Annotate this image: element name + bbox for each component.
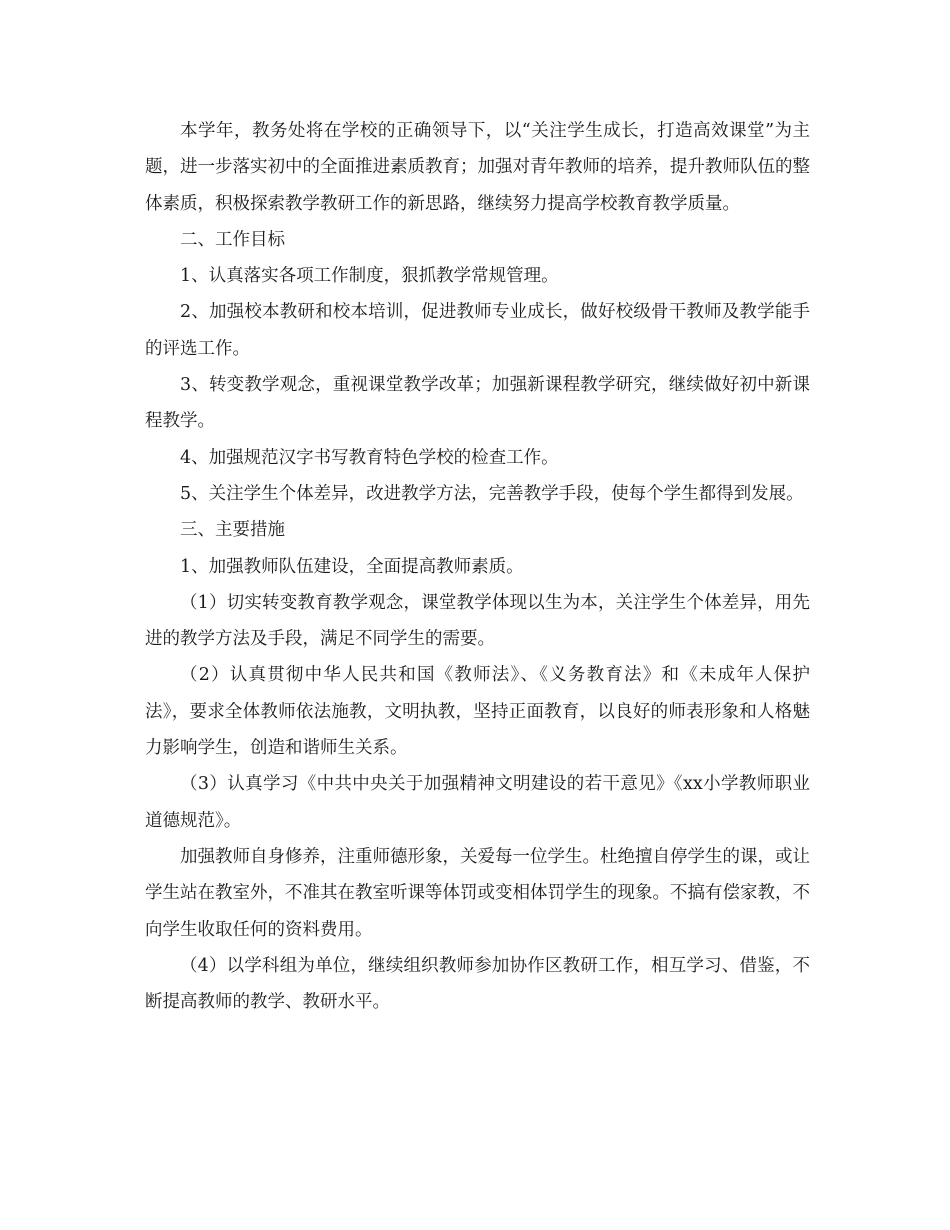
intro-paragraph: 本学年，教务处将在学校的正确领导下，以“关注学生成长，打造高效课堂”为主题，进一步落实初中的全面推进素质教育；加强对青年教师的培养，提升教师队伍的整体素质，积极探索教学教研工作的新思路，继续努力提高学校教育教学质量。 (145, 121, 810, 214)
goal-item-3: 3、转变教学观念，重视课堂教学改革；加强新课程教学研究，继续做好初中新课程教学。 (145, 375, 810, 432)
goal-item-4: 4、加强规范汉字书写教育特色学校的检查工作。 (180, 447, 559, 468)
section-heading-goals: 二、工作目标 (180, 229, 285, 250)
section-heading-measures: 三、主要措施 (180, 520, 285, 541)
document-body (145, 113, 810, 1020)
ethics-paragraph: 加强教师自身修养，注重师德形象，关爱每一位学生。杜绝擅自停学生的课，或让学生站在教室外，不准其在教室听课等体罚或变相体罚学生的现象。不搞有偿家教，不向学生收取任何的资料费用。 (145, 846, 810, 940)
measure-subitem-2: （2）认真贯彻中华人民共和国《教师法》、《义务教育法》和《未成年人保护法》，要求全体教师依法施教，文明执教，坚持正面教育，以良好的师表形象和人格魅力影响学生，创造和谐师生关系。 (145, 665, 810, 759)
measure-subitem-1: （1）切实转变教育教学观念，课堂教学体现以生为本，关注学生个体差异，用先进的教学方法及手段，满足不同学生的需要。 (145, 592, 810, 650)
goal-item-2: 2、加强校本教研和校本培训，促进教师专业成长，做好校级骨干教师及教学能手的评选工作。 (145, 302, 810, 359)
measure-item-1: 1、加强教师队伍建设，全面提高教师素质。 (180, 556, 524, 577)
goal-item-1: 1、认真落实各项工作制度，狠抓教学常规管理。 (180, 266, 559, 287)
goal-item-5: 5、关注学生个体差异，改进教学方法，完善教学手段，使每个学生都得到发展。 (180, 483, 804, 504)
measure-subitem-3: （3）认真学习《中共中央关于加强精神文明建设的若干意见》《xx小学教师职业道德规范》。 (145, 774, 810, 831)
measure-subitem-4: （4）以学科组为单位，继续组织教师参加协作区教研工作，相互学习、借鉴，不断提高教师的教学、教研水平。 (145, 955, 810, 1013)
